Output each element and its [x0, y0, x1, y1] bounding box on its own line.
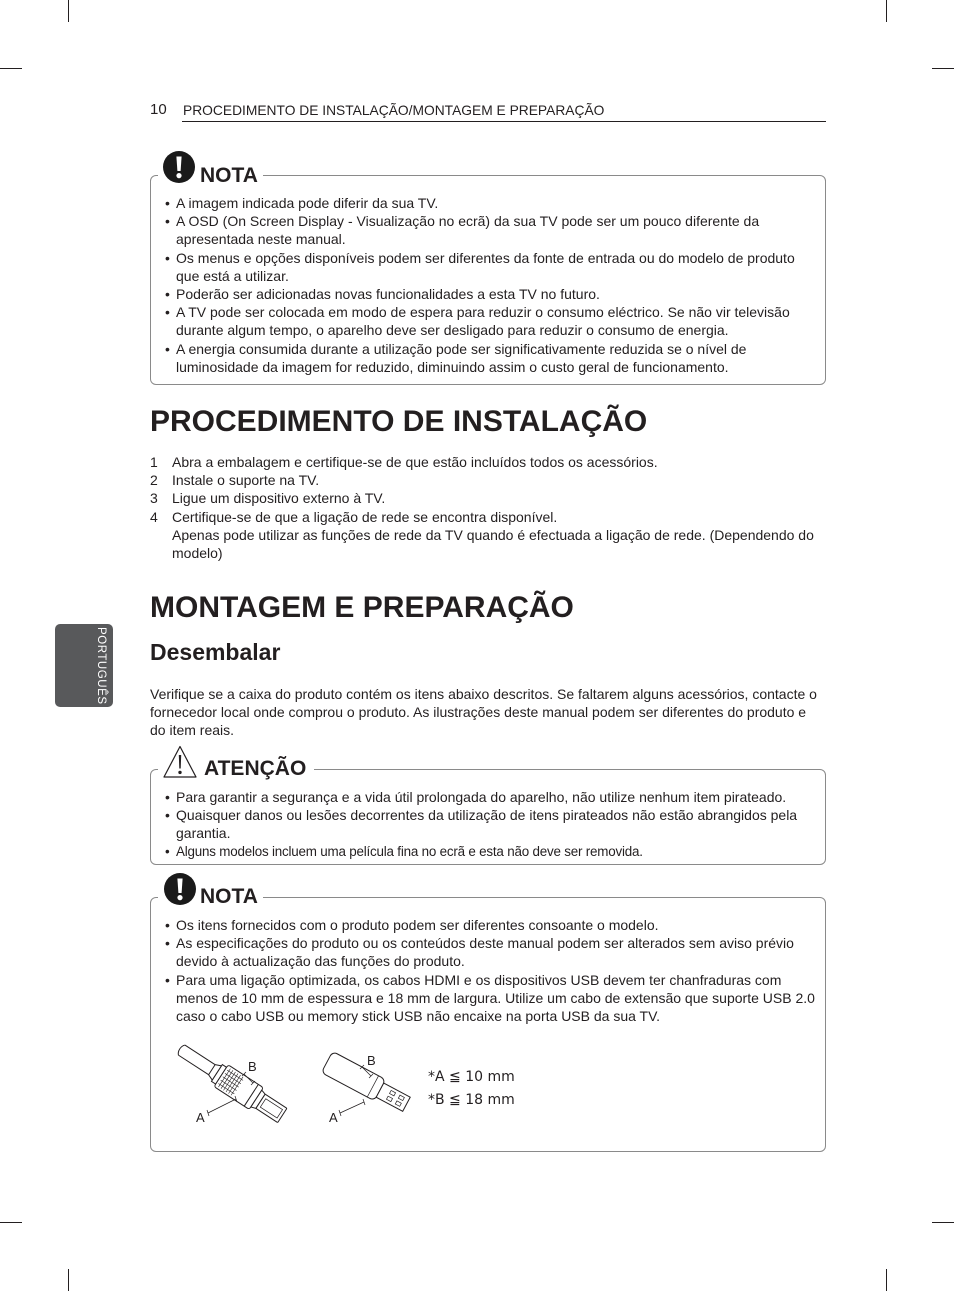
crop-mark — [932, 68, 954, 69]
step-text: Instale o suporte na TV. — [172, 472, 320, 489]
note-title: NOTA — [200, 885, 258, 908]
assembly-heading: MONTAGEM E PREPARAÇÃO — [150, 591, 574, 624]
note-item: • Poderão ser adicionadas novas funcionalidades a esta TV no futuro. — [162, 285, 818, 303]
note-item: • Para uma ligação optimizada, os cabos HDMI e os dispositivos USB devem ter chanfraduras com menos de 10 mm de espessura e 18 mm de largura. Utilize um cabo de extensão que suporte USB 2.0 caso o cabo USB ou memory stick USB não encaixe na porta USB da sua TV. — [162, 971, 818, 1026]
running-header-title: PROCEDIMENTO DE INSTALAÇÃO/MONTAGEM E PREPARAÇÃO — [183, 103, 605, 118]
usb-label-b: B — [367, 1053, 376, 1068]
installation-step — [150, 489, 832, 507]
crop-mark — [0, 1222, 22, 1223]
usb-label-a: A — [329, 1110, 338, 1125]
caution-item: • Alguns modelos incluem uma película fina no ecrã e esta não deve ser removida. — [162, 843, 818, 861]
page-number: 10 — [150, 101, 167, 118]
note-list — [162, 194, 818, 376]
hdmi-connector-drawing — [173, 1038, 290, 1126]
note-item: • Os menus e opções disponíveis podem ser diferentes da fonte de entrada ou do modelo de produto que está a utilizar. — [162, 249, 818, 285]
crop-mark — [886, 0, 887, 22]
unpacking-subheading: Desembalar — [150, 639, 281, 665]
exclamation-circle-icon — [162, 150, 196, 184]
header-rule — [182, 121, 826, 122]
step-text: Abra a embalagem e certifique-se de que estão incluídos todos os acessórios. — [172, 454, 658, 470]
caution-title: ATENÇÃO — [204, 757, 307, 780]
thickness-limit: *A ≦ 10 mm — [428, 1069, 515, 1085]
installation-steps — [150, 453, 832, 562]
exclamation-circle-icon — [163, 872, 197, 906]
step-number: 1 — [150, 454, 158, 470]
note-box-header — [158, 872, 263, 907]
usb-stick-body — [321, 1051, 385, 1100]
crop-mark — [886, 1269, 887, 1291]
unpacking-intro: Verifique se a caixa do produto contém os itens abaixo descritos. Se faltarem alguns acessórios, contacte o fornecedor local onde comprou o produto. As ilustrações deste manual podem ser diferentes do produto e do item reais. — [150, 686, 817, 739]
installation-step — [150, 453, 832, 471]
usb-plug — [376, 1083, 410, 1111]
caution-item: • Quaisquer danos ou lesões decorrentes da utilização de itens pirateados não estão abrangidos pela garantia. — [162, 806, 818, 842]
step-number: 3 — [150, 490, 158, 507]
note-list — [162, 916, 818, 1025]
crop-mark — [932, 1222, 954, 1223]
note-item: • Os itens fornecidos com o produto podem ser diferentes consoante o modelo. — [162, 916, 818, 934]
crop-mark — [0, 68, 22, 69]
width-limit: *B ≦ 18 mm — [428, 1092, 515, 1108]
note-item: • A OSD (On Screen Display - Visualização no ecrã) da sua TV pode ser um pouco diferente da apresentada neste manual. — [162, 212, 818, 248]
installation-step — [150, 471, 832, 489]
caution-box-header — [158, 744, 314, 779]
hdmi-cable — [177, 1044, 216, 1075]
step-number: 4 — [150, 508, 158, 525]
note-item: • A imagem indicada pode diferir da sua TV. — [162, 194, 818, 212]
connector-size-figure — [165, 1038, 425, 1130]
step-text: Ligue um dispositivo externo à TV. — [172, 490, 386, 507]
step-number: 2 — [150, 472, 158, 489]
note-item: • As especificações do produto ou os conteúdos deste manual podem ser alterados sem aviso prévio devido à actualização das funções do produto. — [162, 934, 818, 970]
hdmi-label-a: A — [196, 1110, 205, 1125]
note-item: • A energia consumida durante a utilização pode ser significativamente reduzida se o nível de luminosidade da imagem for reduzido, diminuindo assim o custo geral de funcionamento. — [162, 340, 818, 376]
language-tab-label: PORTUGUÊS — [95, 627, 107, 705]
note-title: NOTA — [200, 164, 258, 187]
installation-step — [150, 508, 832, 563]
note-item: • A TV pode ser colocada em modo de espera para reduzir o consumo eléctrico. Se não vir televisão durante algum tempo, o aparelho deve ser desligado para reduzir o consumo de energia. — [162, 303, 818, 339]
installation-heading: PROCEDIMENTO DE INSTALAÇÃO — [150, 405, 648, 438]
caution-list — [162, 788, 818, 861]
note-box-header — [158, 150, 263, 185]
hdmi-label-b: B — [248, 1059, 257, 1074]
crop-mark — [68, 1269, 69, 1291]
language-tab — [55, 624, 113, 707]
step-text: Certifique-se de que a ligação de rede se encontra disponível. — [172, 508, 558, 525]
step-detail: Apenas pode utilizar as funções de rede da TV quando é efectuada a ligação de rede. (Dependendo do modelo) — [172, 526, 814, 562]
warning-triangle-icon — [162, 744, 198, 780]
crop-mark — [68, 0, 69, 22]
caution-item: • Para garantir a segurança e a vida útil prolongada do aparelho, não utilize nenhum item pirateado. — [162, 788, 818, 806]
